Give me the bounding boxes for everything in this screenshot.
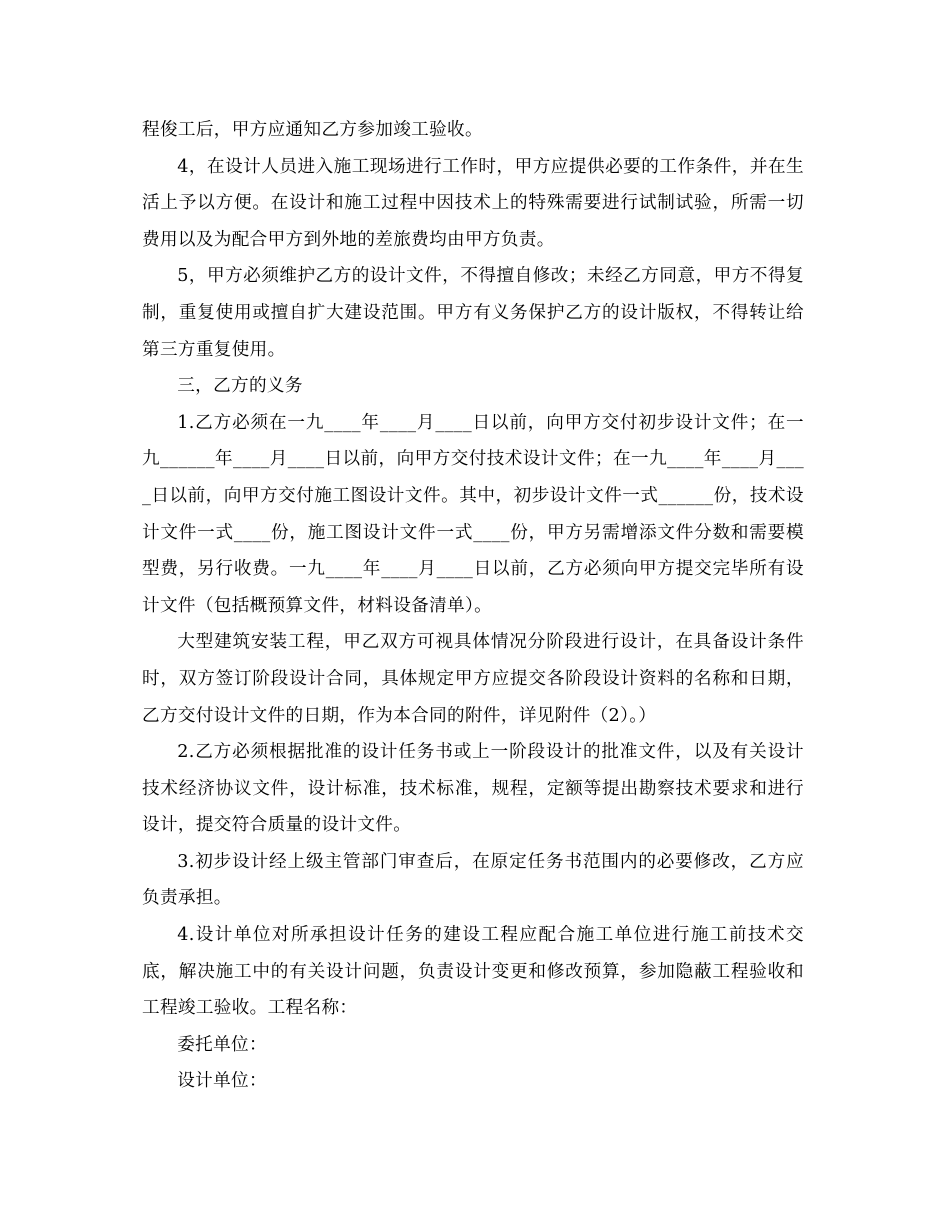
section-heading-party-b-obligations: 三，乙方的义务: [177, 376, 303, 397]
paragraph-3-preliminary-review: 3.初步设计经上级主管部门审查后，在原定任务书范围内的必要修改，乙方应负责承担。: [142, 851, 804, 909]
paragraph-1-delivery-schedule: 1.乙方必须在一九____年____月____日以前，向甲方交付初步设计文件；在一九______年____月____日以前，向甲方交付技术设计文件；在一九____年____月____日以前，向甲方交付施工图设计文件。其中，初步设计文件一式______份，技术设计文件一式____份，施工图设计文件一式____份，甲方另需增添文件分数和需要模型费，另行收费。一九____年____月____日以前，乙方必须向甲方提交完毕所有设计文件（包括概预算文件，材料设备清单）。: [142, 412, 804, 616]
paragraph-5-design-copyright: 5，甲方必须维护乙方的设计文件，不得擅自修改；未经乙方同意，甲方不得复制，重复使用或擅自扩大建设范围。甲方有义务保护乙方的设计版权，不得转让给第三方重复使用。: [142, 266, 804, 360]
design-unit-line: 设计单位：: [177, 1071, 267, 1092]
document-body: [142, 112, 804, 1100]
paragraph-4-construction-support: 4.设计单位对所承担设计任务的建设工程应配合施工单位进行施工前技术交底，解决施工中的有关设计问题，负责设计变更和修改预算，参加隐蔽工程验收和工程竣工验收。工程名称：: [142, 925, 804, 1019]
entrusting-unit-line: 委托单位：: [177, 1034, 267, 1055]
paragraph-completion-notice: 程俊工后，甲方应通知乙方参加竣工验收。: [142, 120, 483, 140]
paragraph-large-projects: 大型建筑安装工程，甲乙双方可视具体情况分阶段进行设计，在具备设计条件时，双方签订阶段设计合同，具体规定甲方应提交各阶段设计资料的名称和日期，乙方交付设计文件的日期，作为本合同的附件，详见附件（2）。）: [142, 632, 804, 726]
paragraph-4-site-conditions: 4，在设计人员进入施工现场进行工作时，甲方应提供必要的工作条件，并在生活上予以方便。在设计和施工过程中因技术上的特殊需要进行试制试验，所需一切费用以及为配合甲方到外地的差旅费均由甲方负责。: [142, 156, 804, 250]
paragraph-2-design-standards: 2.乙方必须根据批准的设计任务书或上一阶段设计的批准文件，以及有关设计技术经济协议文件，设计标准，技术标准，规程，定额等提出勘察技术要求和进行设计，提交符合质量的设计文件。: [142, 742, 804, 836]
